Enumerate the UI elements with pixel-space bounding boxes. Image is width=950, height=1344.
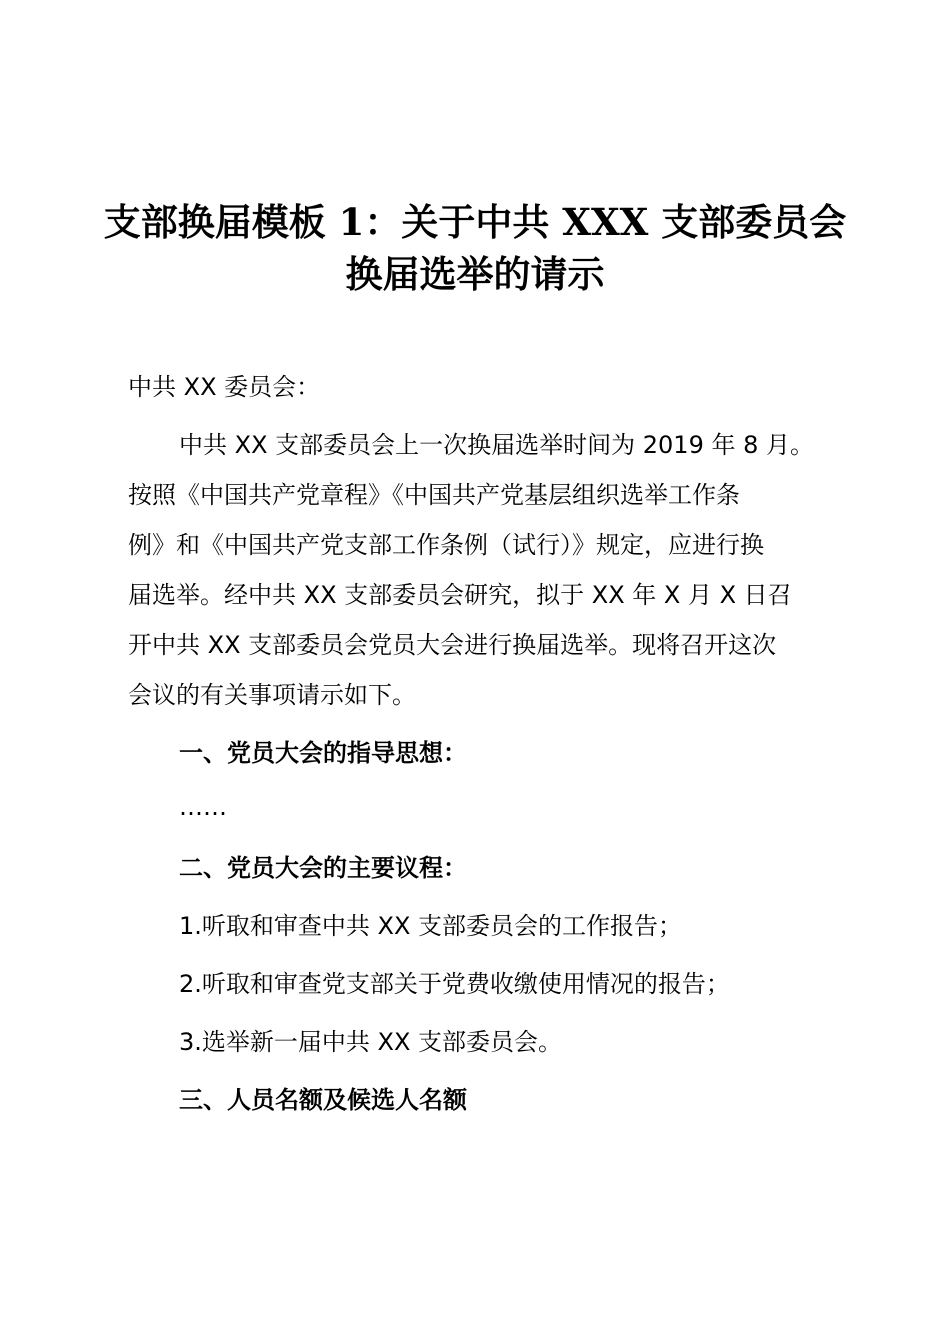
section-heading-agenda: 二、党员大会的主要议程： xyxy=(179,854,467,882)
agenda-item: 3.选举新一届中共 XX 支部委员会。 xyxy=(179,1028,563,1056)
body-line: 中共 XX 支部委员会上一次换届选举时间为 2019 年 8 月。 xyxy=(179,431,815,459)
section-content-ellipsis: …… xyxy=(179,793,227,821)
body-line: 届选举。经中共 XX 支部委员会研究，拟于 XX 年 X 月 X 日召 xyxy=(128,581,792,609)
body-line: 开中共 XX 支部委员会党员大会进行换届选举。现将召开这次 xyxy=(128,631,777,659)
salutation: 中共 XX 委员会： xyxy=(128,373,321,401)
body-line: 会议的有关事项请示如下。 xyxy=(128,681,416,709)
agenda-item: 1.听取和审查中共 XX 支部委员会的工作报告； xyxy=(179,912,683,940)
document-title-line-1: 支部换届模板 1：关于中共 XXX 支部委员会 xyxy=(103,200,847,244)
section-heading-guiding-ideology: 一、党员大会的指导思想： xyxy=(179,739,467,767)
body-line: 例》和《中国共产党支部工作条例（试行）》规定，应进行换 xyxy=(128,531,764,559)
document-title-line-2: 换届选举的请示 xyxy=(345,252,605,296)
agenda-item: 2.听取和审查党支部关于党费收缴使用情况的报告； xyxy=(179,970,730,998)
section-heading-personnel-quota: 三、人员名额及候选人名额 xyxy=(179,1086,467,1114)
body-line: 按照《中国共产党章程》《中国共产党基层组织选举工作条 xyxy=(128,481,740,509)
